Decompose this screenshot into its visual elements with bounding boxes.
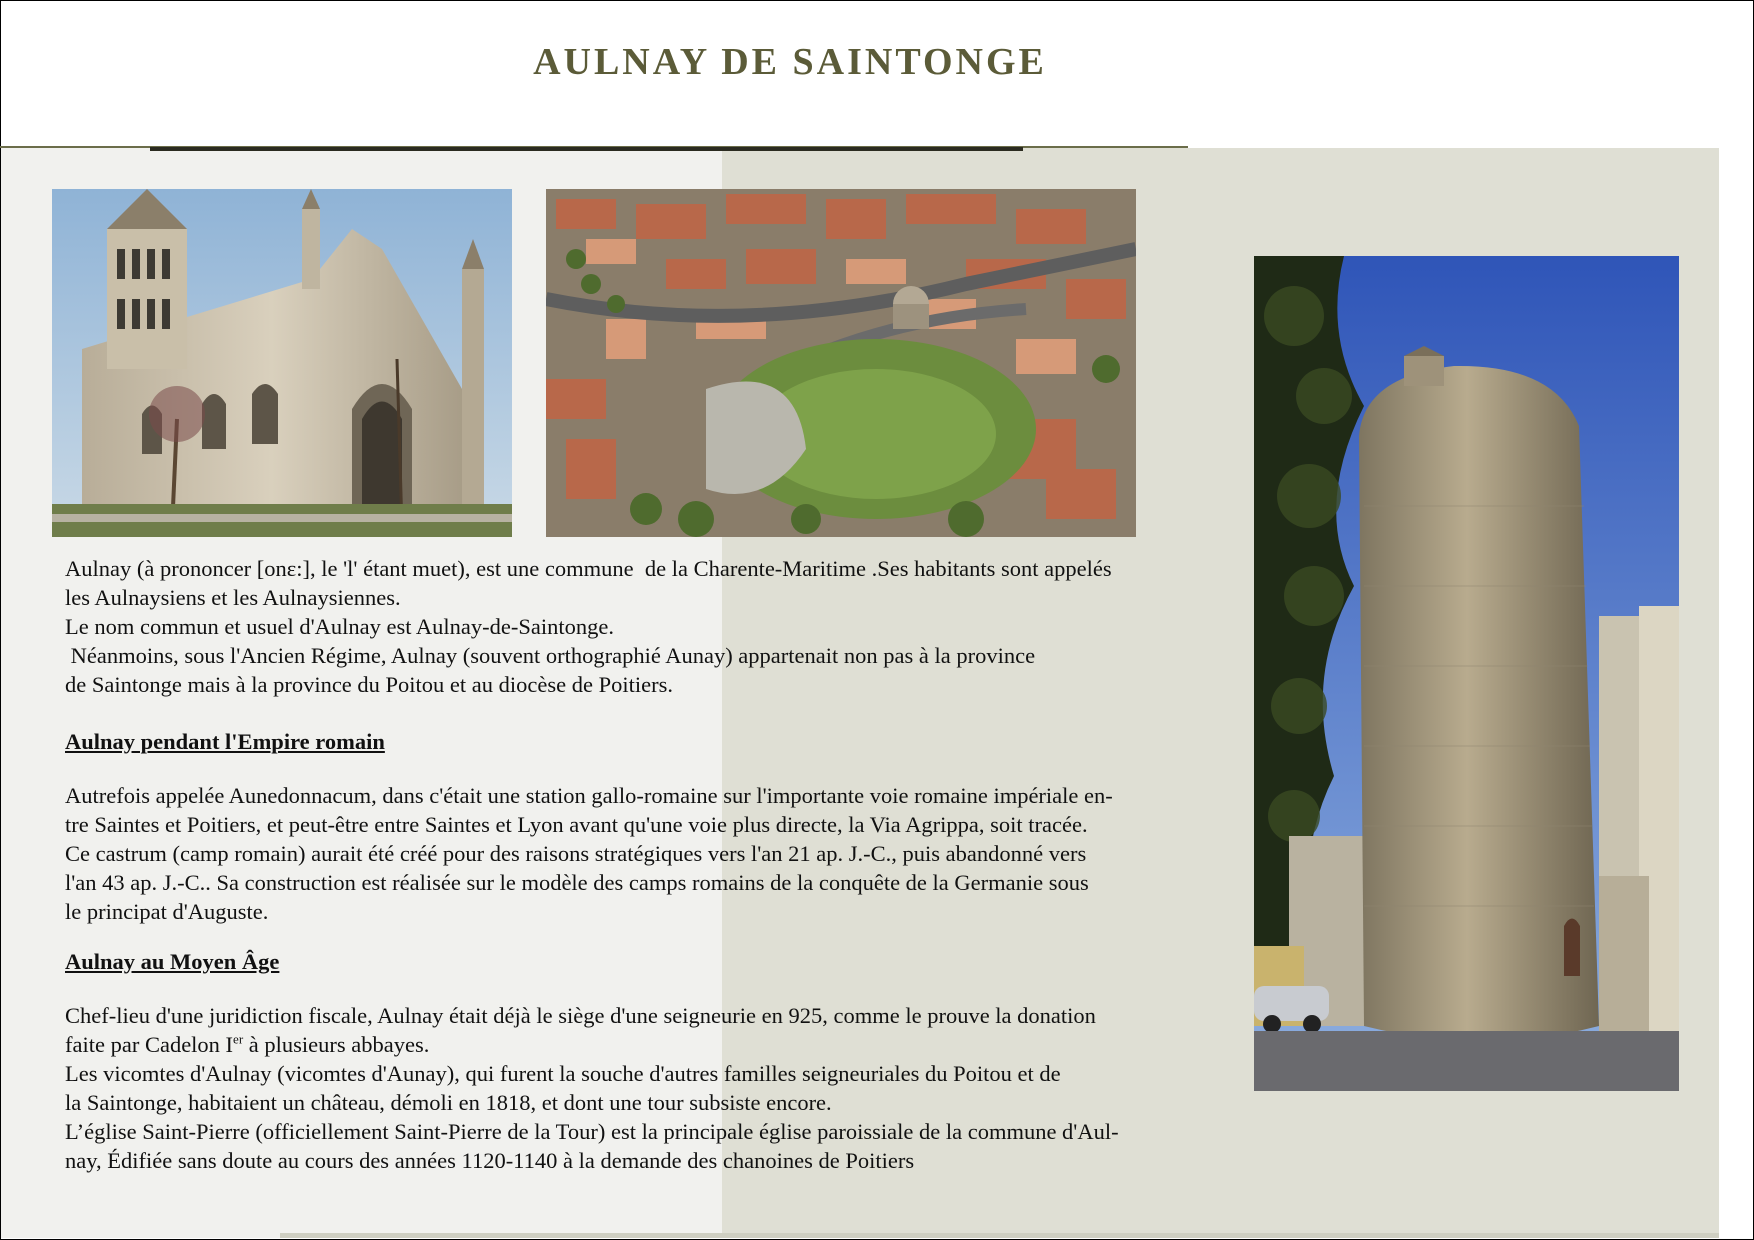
paragraph-line: Autrefois appelée Aunedonnacum, dans c'était une station gallo-romaine sur l'importante voie romaine impériale en- xyxy=(65,783,1113,808)
paragraph-line: Les vicomtes d'Aulnay (vicomtes d'Aunay), qui furent la souche d'autres familles seigneuriales du Poitou et de xyxy=(65,1061,1061,1086)
line-text: à plusieurs abbayes. xyxy=(243,1032,430,1057)
intro-paragraph xyxy=(65,554,1255,699)
paragraph-line: Chef-lieu d'une juridiction fiscale, Aulnay était déjà le siège d'une seigneurie en 925, comme le prouve la donation xyxy=(65,1003,1096,1028)
intro-line: Le nom commun et usuel d'Aulnay est Aulnay-de-Saintonge. xyxy=(65,614,614,639)
paragraph-line xyxy=(65,1030,1255,1059)
paragraph-line: le principat d'Auguste. xyxy=(65,899,269,924)
paragraph-line: tre Saintes et Poitiers, et peut-être entre Saintes et Lyon avant qu'une voie plus directe, la Via Agrippa, soit tracée. xyxy=(65,812,1088,837)
line-text: faite par Cadelon I xyxy=(65,1032,234,1057)
intro-line: de Saintonge mais à la province du Poitou et au diocèse de Poitiers. xyxy=(65,672,673,697)
section-heading-middle-ages: Aulnay au Moyen Âge xyxy=(65,949,280,974)
paragraph-line: nay, Édifiée sans doute au cours des années 1120-1140 à la demande des chanoines de Poitiers xyxy=(65,1148,915,1173)
header-rule-thick xyxy=(150,147,1023,151)
round-tower-photo xyxy=(1254,256,1679,1091)
section-heading-roman-empire: Aulnay pendant l'Empire romain xyxy=(65,729,385,754)
superscript: er xyxy=(233,1031,244,1047)
paragraph-line: L’église Saint-Pierre (officiellement Saint-Pierre de la Tour) est la principale église paroissiale de la commune d'Aul- xyxy=(65,1119,1119,1144)
paragraph-line: l'an 43 ap. J.-C.. Sa construction est réalisée sur le modèle des camps romains de la conquête de la Germanie sous xyxy=(65,870,1089,895)
intro-line: Aulnay (à prononcer [onɛ:], le 'l' étant muet), est une commune de la Charente-Maritime .Ses habitants sont appelés xyxy=(65,556,1112,581)
paragraph-line: Ce castrum (camp romain) aurait été créé pour des raisons stratégiques vers l'an 21 ap. J.-C., puis abandonné vers xyxy=(65,841,1087,866)
aerial-town-photo xyxy=(546,189,1136,537)
page-title: AULNAY DE SAINTONGE xyxy=(533,41,1047,83)
middle-ages-paragraph xyxy=(65,1001,1255,1175)
bottom-strip xyxy=(280,1233,1719,1238)
church-photo xyxy=(52,189,512,537)
paragraph-line: la Saintonge, habitaient un château, démoli en 1818, et dont une tour subsiste encore. xyxy=(65,1090,832,1115)
intro-line: Néanmoins, sous l'Ancien Régime, Aulnay (souvent orthographié Aunay) appartenait non pas à la province xyxy=(65,643,1036,668)
intro-line: les Aulnaysiens et les Aulnaysiennes. xyxy=(65,585,401,610)
roman-empire-paragraph xyxy=(65,781,1255,926)
